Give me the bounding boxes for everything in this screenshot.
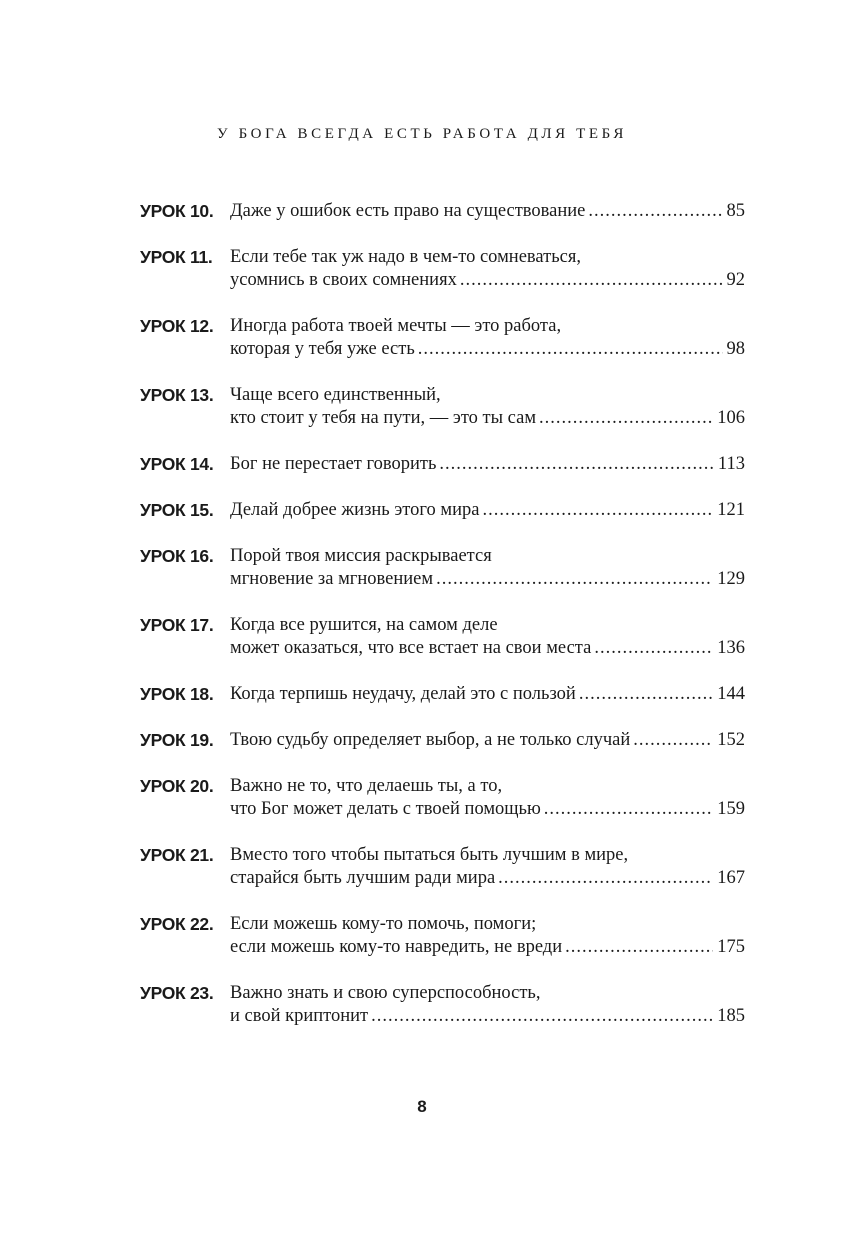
dot-leader — [539, 407, 713, 430]
dot-leader — [436, 568, 713, 591]
toc-entry — [140, 384, 745, 430]
lesson-title — [230, 200, 745, 223]
lesson-title — [230, 683, 745, 706]
toc-entry — [140, 913, 745, 959]
lesson-page-number: 85 — [726, 201, 745, 221]
lesson-title-line: Бог не перестает говорить — [230, 454, 437, 474]
lesson-label: УРОК 11. — [140, 247, 213, 267]
lesson-title-line: что Бог может делать с твоей помощью — [230, 799, 541, 819]
lesson-title — [230, 982, 745, 1028]
dot-leader — [371, 1005, 713, 1028]
toc-entry — [140, 315, 745, 361]
dot-leader — [633, 729, 713, 752]
lesson-label: УРОК 23. — [140, 983, 214, 1003]
lesson-title-line: Если можешь кому-то помочь, помоги; — [230, 914, 537, 934]
lesson-title-line: и свой криптонит — [230, 1006, 369, 1026]
lesson-label: УРОК 21. — [140, 845, 214, 865]
lesson-label: УРОК 17. — [140, 615, 214, 635]
dot-leader — [439, 453, 714, 476]
lesson-page-number: 167 — [717, 868, 745, 888]
lesson-title-line: Делай добрее жизнь этого мира — [230, 500, 480, 520]
lesson-title — [230, 315, 745, 361]
lesson-title — [230, 913, 745, 959]
lesson-title — [230, 453, 745, 476]
toc-entry — [140, 246, 745, 292]
toc-entry — [140, 200, 745, 223]
lesson-label: УРОК 20. — [140, 776, 214, 796]
lesson-page-number: 129 — [717, 569, 745, 589]
toc-entry — [140, 775, 745, 821]
dot-leader — [498, 867, 713, 890]
toc-entry — [140, 982, 745, 1028]
lesson-title — [230, 499, 745, 522]
lesson-page-number: 136 — [717, 638, 745, 658]
dot-leader — [588, 200, 722, 223]
lesson-title-line: кто стоит у тебя на пути, — это ты сам — [230, 408, 537, 428]
table-of-contents — [140, 200, 745, 1051]
lesson-page-number: 159 — [717, 799, 745, 819]
lesson-label: УРОК 22. — [140, 914, 214, 934]
lesson-title-line: которая у тебя уже есть — [230, 339, 415, 359]
lesson-title-line: Важно не то, что делаешь ты, а то, — [230, 776, 503, 796]
dot-leader — [418, 338, 723, 361]
dot-leader — [565, 936, 713, 959]
lesson-title — [230, 775, 745, 821]
lesson-title-line: Твою судьбу определяет выбор, а не только случай — [230, 730, 631, 750]
lesson-title — [230, 246, 745, 292]
page-number: 8 — [417, 1097, 427, 1116]
toc-entry — [140, 453, 745, 476]
lesson-title-line: Важно знать и свою суперспособность, — [230, 983, 541, 1003]
lesson-label: УРОК 16. — [140, 546, 214, 566]
lesson-label: УРОК 15. — [140, 500, 214, 520]
lesson-title-line: Если тебе так уж надо в чем-то сомневаться, — [230, 247, 581, 267]
lesson-title-line: Когда терпишь неудачу, делай это с пользой — [230, 684, 576, 704]
dot-leader — [460, 269, 723, 292]
lesson-title-line: может оказаться, что все встает на свои места — [230, 638, 592, 658]
lesson-label: УРОК 14. — [140, 454, 214, 474]
lesson-label: УРОК 12. — [140, 316, 214, 336]
dot-leader — [594, 637, 713, 660]
lesson-title-line: Когда все рушится, на самом деле — [230, 615, 498, 635]
lesson-title-line: Порой твоя миссия раскрывается — [230, 546, 492, 566]
dot-leader — [482, 499, 713, 522]
lesson-page-number: 92 — [726, 270, 745, 290]
lesson-title — [230, 384, 745, 430]
lesson-page-number: 144 — [717, 684, 745, 704]
lesson-title-line: Иногда работа твоей мечты — это работа, — [230, 316, 562, 336]
lesson-title — [230, 729, 745, 752]
lesson-title-line: если можешь кому-то навредить, не вреди — [230, 937, 563, 957]
lesson-title-line: Даже у ошибок есть право на существование — [230, 201, 586, 221]
lesson-title-line: старайся быть лучшим ради мира — [230, 868, 496, 888]
running-header-title: У БОГА ВСЕГДА ЕСТЬ РАБОТА ДЛЯ ТЕБЯ — [217, 126, 627, 142]
lesson-title — [230, 614, 745, 660]
lesson-page-number: 185 — [717, 1006, 745, 1026]
lesson-title-line: Вместо того чтобы пытаться быть лучшим в мире, — [230, 845, 629, 865]
dot-leader — [579, 683, 713, 706]
lesson-label: УРОК 10. — [140, 201, 214, 221]
lesson-page-number: 121 — [717, 500, 745, 520]
toc-entry — [140, 499, 745, 522]
lesson-page-number: 98 — [726, 339, 745, 359]
lesson-title-line: усомнись в своих сомнениях — [230, 270, 457, 290]
lesson-page-number: 106 — [717, 408, 745, 428]
lesson-title-line: Чаще всего единственный, — [230, 385, 441, 405]
lesson-label: УРОК 13. — [140, 385, 214, 405]
lesson-page-number: 113 — [717, 454, 745, 474]
toc-entry — [140, 683, 745, 706]
toc-entry — [140, 545, 745, 591]
lesson-label: УРОК 18. — [140, 684, 214, 704]
dot-leader — [544, 798, 713, 821]
toc-entry — [140, 844, 745, 890]
lesson-title — [230, 545, 745, 591]
lesson-title — [230, 844, 745, 890]
lesson-label: УРОК 19. — [140, 730, 214, 750]
lesson-title-line: мгновение за мгновением — [230, 569, 434, 589]
toc-entry — [140, 729, 745, 752]
lesson-page-number: 175 — [717, 937, 745, 957]
lesson-page-number: 152 — [717, 730, 745, 750]
toc-entry — [140, 614, 745, 660]
